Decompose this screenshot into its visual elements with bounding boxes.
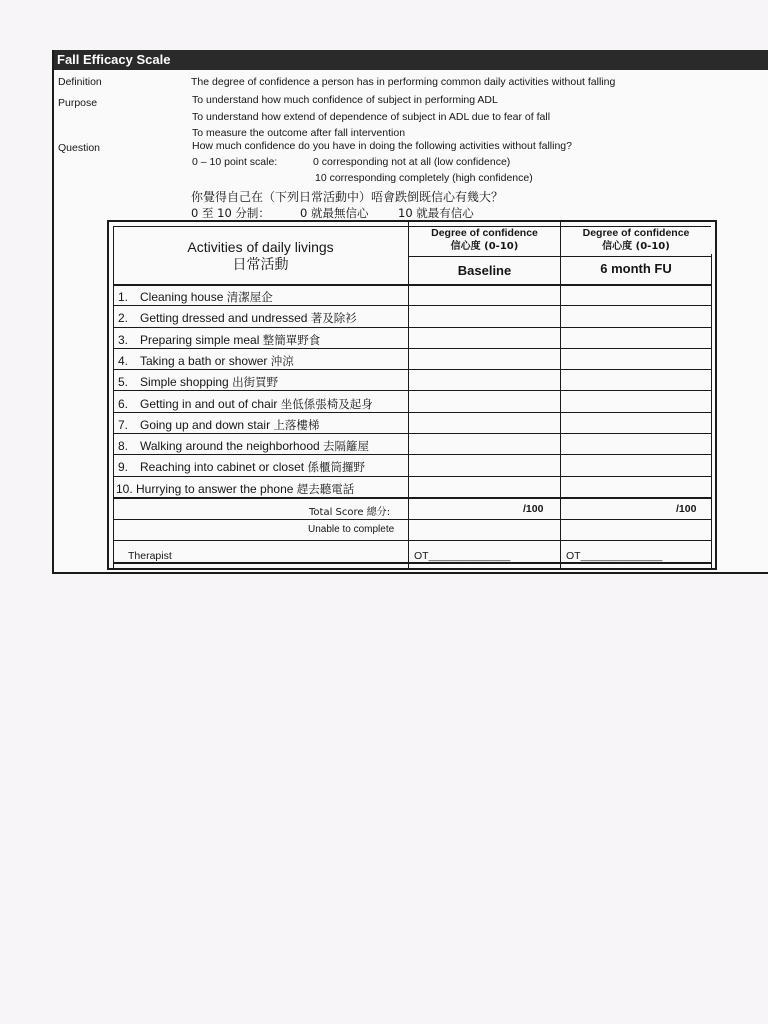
activity-name-zh: 坐低係張椅及起身 xyxy=(280,396,373,411)
activity-number: 3. xyxy=(118,332,129,347)
followup-score-cell[interactable] xyxy=(561,455,711,476)
baseline-score-cell[interactable] xyxy=(409,349,560,370)
activity-name-zh: 整簡單野食 xyxy=(262,332,321,347)
activity-row xyxy=(113,285,711,306)
activity-row xyxy=(113,370,711,391)
baseline-score-cell[interactable] xyxy=(409,477,560,498)
baseline-score-cell[interactable] xyxy=(409,328,560,349)
activity-name-en: Going up and down stair xyxy=(140,417,271,432)
activity-name-en: Hurrying to answer the phone xyxy=(136,481,294,496)
activity-label xyxy=(118,310,357,326)
activity-row xyxy=(113,392,711,413)
activity-label xyxy=(118,417,319,433)
column-divider-right xyxy=(711,254,712,568)
definition-text: The degree of confidence a person has in performing common daily activities without falling xyxy=(191,76,616,88)
chinese-scale-low: 0 就最無信心 xyxy=(300,206,369,220)
followup-score-cell[interactable] xyxy=(561,413,711,434)
baseline-score-cell[interactable] xyxy=(409,413,560,434)
purpose-line-1: To understand how much confidence of subject in performing ADL xyxy=(192,94,498,106)
activity-name-en: Taking a bath or shower xyxy=(140,353,268,368)
scale-label: 0 – 10 point scale: xyxy=(192,156,278,168)
followup-header: Degree of confidence 信心度 (0-10) xyxy=(582,227,690,252)
activity-name-en: Simple shopping xyxy=(140,375,229,390)
baseline-subheader: Baseline xyxy=(457,263,512,278)
activity-label xyxy=(118,353,294,369)
activity-name-en: Getting dressed and undressed xyxy=(140,311,308,326)
chinese-scale-label: 0 至 10 分制： xyxy=(191,206,270,220)
scale-low: 0 corresponding not at all (low confidence) xyxy=(313,156,511,168)
purpose-line-3: To measure the outcome after fall intervention xyxy=(192,127,406,139)
question-text: How much confidence do you have in doing the following activities without falling? xyxy=(192,140,572,152)
activity-header-zh: 日常活動 xyxy=(232,257,289,273)
activity-row xyxy=(113,455,711,476)
activity-row xyxy=(113,477,711,498)
chinese-scale-high: 10 就最有信心 xyxy=(398,206,474,220)
unable-to-complete-label: Unable to complete xyxy=(308,524,395,535)
activity-label xyxy=(118,396,373,412)
followup-score-cell[interactable] xyxy=(561,370,711,391)
baseline-score-cell[interactable] xyxy=(409,392,560,413)
activity-name-zh: 清潔屋企 xyxy=(226,290,273,304)
activity-name-en: Preparing simple meal xyxy=(140,332,260,347)
activity-row xyxy=(113,413,711,434)
activity-number: 7. xyxy=(118,417,129,432)
activity-number: 10. xyxy=(116,481,133,496)
followup-score-cell[interactable] xyxy=(561,285,711,306)
activity-number: 8. xyxy=(118,439,129,454)
baseline-score-cell[interactable] xyxy=(409,370,560,391)
activity-name-zh: 趕去聽電話 xyxy=(296,481,355,496)
baseline-header: Degree of confidence 信心度 (0-10) xyxy=(431,227,538,252)
ot-signature-baseline[interactable]: OT______________ xyxy=(414,550,511,562)
fall-efficacy-form xyxy=(52,50,768,574)
activity-label xyxy=(116,481,354,497)
question-label: Question xyxy=(58,142,101,154)
activity-name-zh: 上落樓梯 xyxy=(273,417,320,432)
activity-header xyxy=(113,238,408,274)
activity-row xyxy=(113,328,711,349)
form-title: Fall Efficacy Scale xyxy=(54,50,768,70)
activity-number: 4. xyxy=(118,353,129,368)
activity-label xyxy=(118,374,278,390)
adl-table xyxy=(107,220,717,570)
activity-name-en: Walking around the neighborhood xyxy=(140,439,320,454)
followup-score-cell[interactable] xyxy=(561,392,711,413)
followup-score-cell[interactable] xyxy=(561,477,711,498)
activity-label xyxy=(118,459,365,475)
activity-label xyxy=(118,332,320,348)
activity-name-en: Getting in and out of chair xyxy=(140,396,278,411)
activity-row xyxy=(113,306,711,327)
followup-score-cell[interactable] xyxy=(561,328,711,349)
activity-header-en: Activities of daily livings xyxy=(187,239,334,255)
total-followup: /100 xyxy=(676,503,697,515)
activity-name-en: Cleaning house xyxy=(140,290,224,304)
activity-name-zh: 係櫃筒攞野 xyxy=(307,460,365,475)
followup-score-cell[interactable] xyxy=(561,306,711,327)
activity-number: 1. xyxy=(118,290,129,304)
activity-label xyxy=(118,289,273,305)
baseline-score-cell[interactable] xyxy=(409,434,560,455)
activity-row xyxy=(113,434,711,455)
baseline-score-cell[interactable] xyxy=(409,306,560,327)
activity-number: 2. xyxy=(118,311,129,326)
scale-high: 10 corresponding completely (high confidence) xyxy=(315,172,533,184)
activity-name-zh: 沖涼 xyxy=(270,353,294,368)
purpose-line-2: To understand how extend of dependence of subject in ADL due to fear of fall xyxy=(192,111,551,123)
chinese-question: 你覺得自己在（下列日常活動中）唔會跌倒既信心有幾大？ xyxy=(191,190,504,204)
therapist-label: Therapist xyxy=(128,550,172,562)
baseline-score-cell[interactable] xyxy=(409,285,560,306)
activity-name-en: Reaching into cabinet or closet xyxy=(140,460,305,475)
followup-subheader: 6 month FU xyxy=(600,261,672,276)
activity-row xyxy=(113,349,711,370)
activity-number: 9. xyxy=(118,460,129,475)
definition-label: Definition xyxy=(58,76,102,88)
followup-score-cell[interactable] xyxy=(561,434,711,455)
followup-score-cell[interactable] xyxy=(561,349,711,370)
activity-number: 6. xyxy=(118,396,129,411)
activity-name-zh: 出街買野 xyxy=(232,375,279,390)
activity-number: 5. xyxy=(118,375,129,390)
activity-label xyxy=(118,438,369,454)
total-score-label: Total Score 總分: xyxy=(309,507,391,518)
activity-name-zh: 去隔籬屋 xyxy=(323,439,370,454)
activity-name-zh: 著及除衫 xyxy=(310,311,357,326)
total-baseline: /100 xyxy=(523,503,544,515)
purpose-label: Purpose xyxy=(58,97,98,109)
baseline-score-cell[interactable] xyxy=(409,455,560,476)
ot-signature-followup[interactable]: OT______________ xyxy=(566,550,663,562)
